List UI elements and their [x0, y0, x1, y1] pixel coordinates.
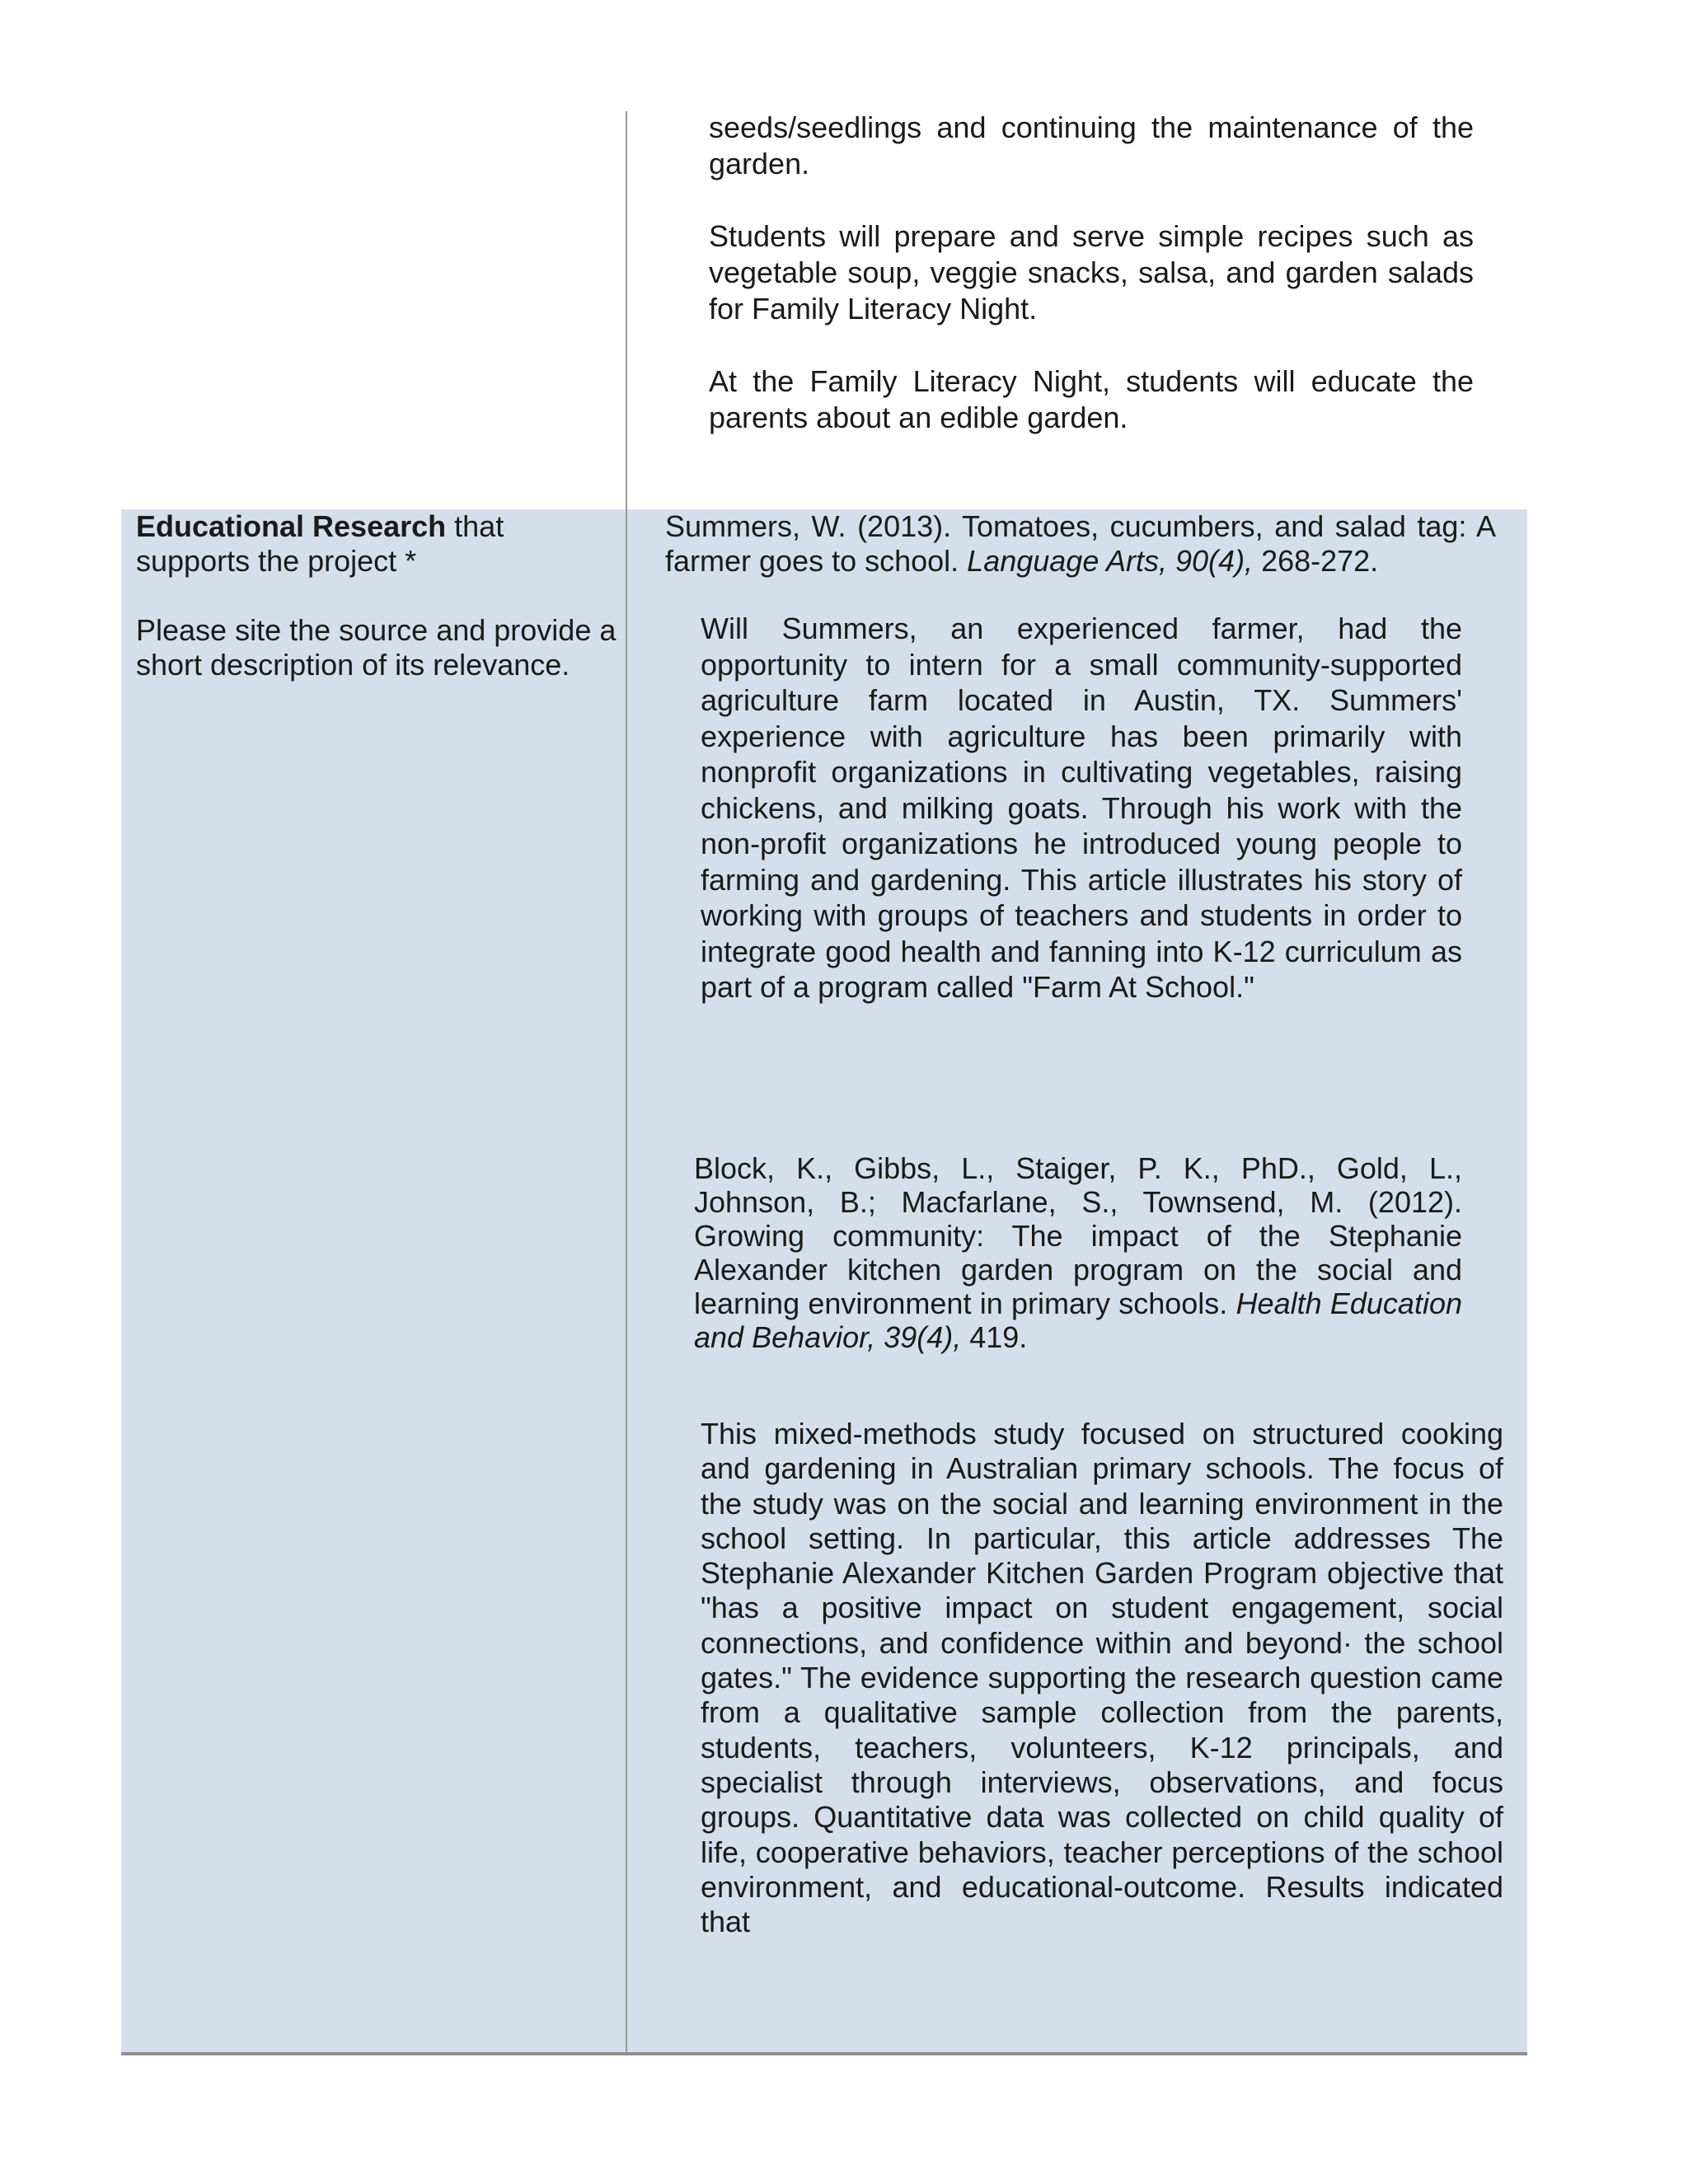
citation-text: Summers, W. (2013). Tomatoes, cucumbers, and salad tag: A farmer goes to school. [665, 509, 1496, 578]
citation-journal: Health Education and Behavior, 39(4), [694, 1286, 1462, 1354]
column-divider [626, 509, 627, 2053]
summary-block: This mixed-methods study focused on structured cooking and gardening in Australian primary schools. The focus of the study was on the social and learning environment in the school setting. In particular, this article addresses The Stephanie Alexander Kitchen Garden Program objective that "has a positive impact on student engagement, social connections, and confidence within and beyond· the school gates." The evidence supporting the research question came from a qualitative sample collection from the parents, students, teachers, volunteers, K-12 principals, and specialist through interviews, observations, and focus groups. Quantitative data was collected on child quality of life, cooperative behaviors, teacher perceptions of the school environment, and educational-outcome. Results indicated that [701, 1417, 1503, 1939]
research-label-bold: Educational Research [136, 509, 447, 543]
citation-pages: 419. [961, 1320, 1028, 1354]
table-row-activities-continued [121, 0, 1527, 509]
summary-summers: Will Summers, an experienced farmer, had the opportunity to intern for a small community-supported agriculture farm located in Austin, TX. Summers' experience with agriculture has been primarily with nonprofit organizations in cultivating vegetables, raising chickens, and milking goats. Through his work with the non-profit organizations he introduced young people to farming and gardening. This article illustrates his story of working with groups of teachers and students in order to integrate good health and fanning into K-12 curriculum as part of a program called "Farm At School." [701, 612, 1462, 1004]
citation-pages: 268-272. [1253, 544, 1379, 578]
research-label-rest: that supports the project * [136, 509, 504, 578]
paragraph-family-night: At the Family Literacy Night, students will educate the parents about an edible garden. [709, 364, 1474, 434]
research-label [136, 509, 622, 579]
citation-text: Block, K., Gibbs, L., Staiger, P. K., PhD., Gold, L., Johnson, B.; Macfarlane, S., Townsend, M. (2012). Growing community: The impact of the Stephanie Alexander kitchen garden program on the social and learning environment in primary schools. [694, 1151, 1462, 1320]
citation-block [694, 1151, 1462, 1354]
table-bottom-border [121, 2052, 1527, 2055]
research-instruction: Please site the source and provide a short description of its relevance. [136, 613, 617, 682]
table-row-educational-research [121, 509, 1527, 2053]
paragraph-seedlings: seeds/seedlings and continuing the maintenance of the garden. [709, 110, 1474, 180]
citation-summers [665, 509, 1496, 579]
column-divider [626, 111, 627, 509]
research-label-cell [136, 509, 622, 717]
paragraph-recipes: Students will prepare and serve simple recipes such as vegetable soup, veggie snacks, salsa, and garden salads for Family Literacy Night. [709, 219, 1474, 326]
citation-journal: Language Arts, 90(4), [967, 544, 1254, 578]
activities-continued-text [709, 110, 1474, 472]
